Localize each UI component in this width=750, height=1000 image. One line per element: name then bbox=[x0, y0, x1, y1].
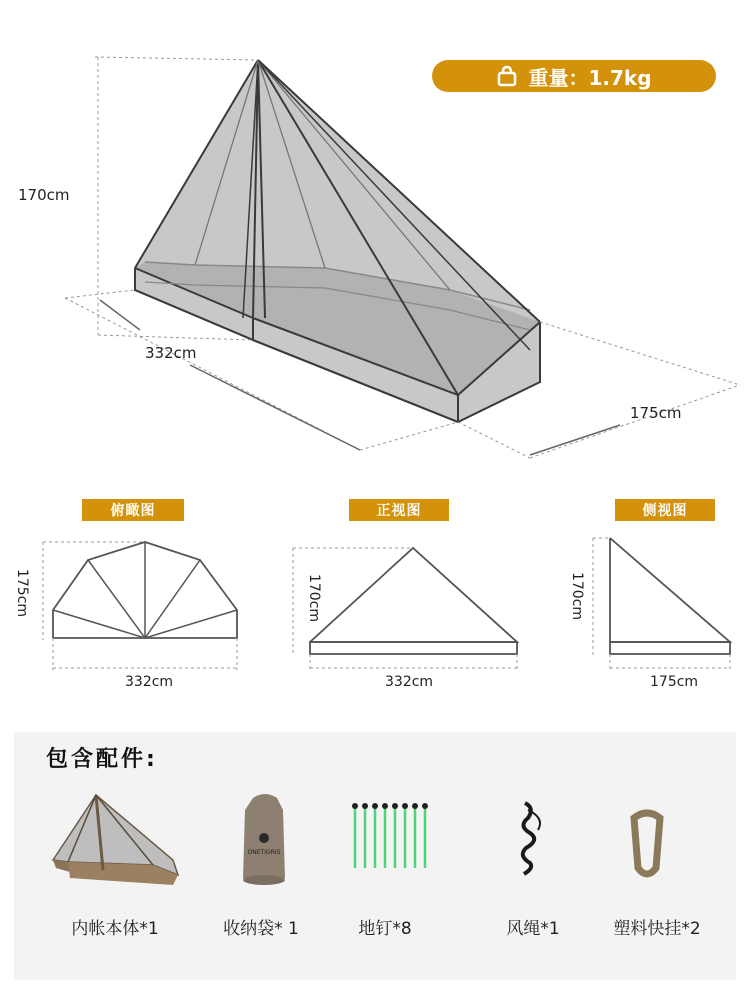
bag-brand-text: ONETIGRIS bbox=[247, 849, 281, 856]
front-view-tag: 正视图 bbox=[349, 499, 449, 521]
guy-rope-icon bbox=[500, 798, 560, 878]
carabiner-icon bbox=[622, 808, 672, 883]
tent-3d-diagram bbox=[0, 0, 750, 470]
side-view-side-dim: 170cm bbox=[569, 571, 586, 621]
length-dimension-label: 332cm bbox=[145, 344, 197, 362]
top-view-side-dim: 175cm bbox=[14, 568, 31, 618]
top-view-bottom-dim: 332cm bbox=[125, 674, 174, 690]
side-view-tag: 侧视图 bbox=[615, 499, 715, 521]
accessory-label-guy-rope: 风绳*1 bbox=[506, 919, 560, 939]
ground-stakes-icon bbox=[345, 798, 440, 878]
top-view-tag: 俯瞰图 bbox=[82, 499, 184, 521]
front-view-bottom-dim: 332cm bbox=[385, 674, 434, 690]
side-view-bottom-dim: 175cm bbox=[650, 674, 699, 690]
inner-tent-icon bbox=[48, 790, 183, 890]
accessory-label-inner-tent: 内帐本体*1 bbox=[71, 919, 159, 939]
accessory-label-stakes: 地钉*8 bbox=[358, 919, 412, 939]
height-dimension-label: 170cm bbox=[18, 186, 70, 204]
accessory-label-carabiner: 塑料快挂*2 bbox=[613, 919, 701, 939]
accessory-label-storage-bag: 收纳袋* 1 bbox=[223, 919, 299, 939]
front-view-diagram bbox=[260, 530, 530, 680]
side-view-diagram bbox=[570, 530, 740, 680]
width-dimension-label: 175cm bbox=[630, 404, 682, 422]
front-view-side-dim: 170cm bbox=[306, 573, 323, 623]
weight-text: 重量：1.7kg bbox=[528, 65, 652, 90]
storage-bag-icon bbox=[235, 790, 295, 890]
accessories-title: 包含配件: bbox=[46, 747, 158, 772]
top-view-diagram bbox=[0, 530, 260, 680]
